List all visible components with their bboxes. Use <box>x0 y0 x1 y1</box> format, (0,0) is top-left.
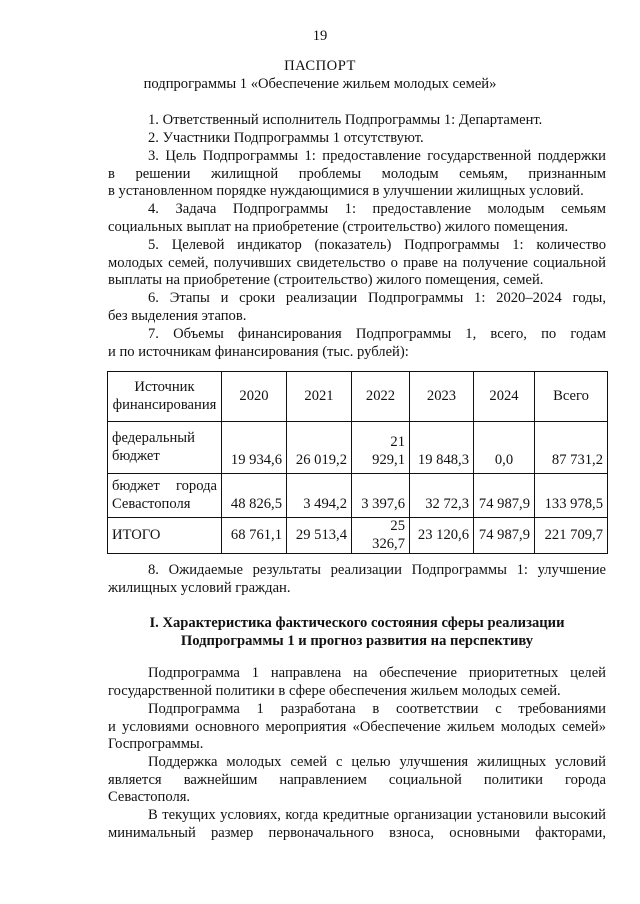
cell-2023: 19 848,3 <box>410 422 474 474</box>
row-source: федеральный бюджет <box>108 422 222 474</box>
item-6-line-1: 6. Этапы и сроки реализации Подпрограммы 1: 2020–2024 годы, <box>148 290 606 306</box>
section-paragraph-2 <box>108 701 606 754</box>
section-paragraph-3-line-1: Поддержка молодых семей с целью улучшения жилищных условий <box>148 754 606 770</box>
header-source: Источник финансирования <box>108 372 222 422</box>
item-5-line-2: молодых семей, получивших свидетельство о праве на получение социальной <box>108 254 606 271</box>
item-6 <box>108 290 606 325</box>
header-2023: 2023 <box>410 372 474 422</box>
item-2-text: 2. Участники Подпрограммы 1 отсутствуют. <box>148 130 424 146</box>
item-8 <box>108 562 606 597</box>
header-2021: 2021 <box>287 372 352 422</box>
item-7-line-2: и по источникам финансирования (тыс. рублей): <box>108 343 409 360</box>
item-2 <box>108 130 606 148</box>
cell-2020: 48 826,5 <box>222 474 287 518</box>
header-2022: 2022 <box>352 372 410 422</box>
cell-total: 221 709,7 <box>535 518 608 554</box>
cell-2022: 25 326,7 <box>352 518 410 554</box>
page-number: 19 <box>312 28 328 44</box>
passport-subtitle: подпрограммы 1 «Обеспечение жильем молодых семей» <box>143 76 497 92</box>
cell-total: 133 978,5 <box>535 474 608 518</box>
item-3-line-2: в решении жилищной проблемы молодым семьям, признанным <box>108 165 606 182</box>
item-4 <box>108 201 606 236</box>
header-total: Всего <box>535 372 608 422</box>
cell-2022: 3 397,6 <box>352 474 410 518</box>
table-row <box>108 422 608 474</box>
item-5-line-3: выплаты на приобретение (строительство) жилого помещения, семей. <box>108 272 544 288</box>
section-paragraph-1-line-2: государственной политики в сфере обеспечения жильем молодых семей. <box>108 682 561 699</box>
section-paragraph-3-line-3: Севастополя. <box>108 789 191 805</box>
cell-2021: 3 494,2 <box>287 474 352 518</box>
item-3-line-3: в установленном порядке нуждающимися в улучшении жилищных условий. <box>108 183 584 199</box>
item-5-line-1: 5. Целевой индикатор (показатель) Подпрограммы 1: количество <box>148 237 606 253</box>
item-7-line-1: 7. Объемы финансирования Подпрограммы 1, всего, по годам <box>148 326 606 342</box>
item-1 <box>108 112 606 130</box>
table-header-row <box>108 372 608 422</box>
cell-2020: 19 934,6 <box>222 422 287 474</box>
section-heading-line-1: I. Характеристика фактического состояния сферы реализации <box>149 615 565 631</box>
header-2020: 2020 <box>222 372 287 422</box>
section-paragraph-2-line-2: и условиями основного мероприятия «Обеспечение жильем молодых семей» <box>108 718 606 735</box>
cell-2020: 68 761,1 <box>222 518 287 554</box>
section-heading <box>108 615 606 650</box>
row-source: ИТОГО <box>108 518 222 554</box>
section-paragraph-3-line-2: является важнейшим направлением социальной политики города <box>108 771 606 788</box>
item-1-text: 1. Ответственный исполнитель Подпрограммы 1: Департамент. <box>148 112 543 128</box>
section-paragraph-2-line-3: Госпрограммы. <box>108 736 204 752</box>
cell-2021: 29 513,4 <box>287 518 352 554</box>
section-paragraph-4 <box>108 807 606 842</box>
item-4-line-2: социальных выплат на приобретение (строительство) жилого помещения. <box>108 218 569 235</box>
section-paragraph-4-line-1: В текущих условиях, когда кредитные организации установили высокий <box>148 807 606 823</box>
cell-2021: 26 019,2 <box>287 422 352 474</box>
passport-title: ПАСПОРТ <box>284 58 356 74</box>
cell-2024: 0,0 <box>474 422 535 474</box>
cell-2024: 74 987,9 <box>474 474 535 518</box>
table-total-row <box>108 518 608 554</box>
financing-table <box>107 371 608 554</box>
section-paragraph-2-line-1: Подпрограмма 1 разработана в соответствии с требованиями <box>148 701 606 717</box>
table-row <box>108 474 608 518</box>
item-4-line-1: 4. Задача Подпрограммы 1: предоставление молодым семьям <box>148 201 606 217</box>
item-3-line-1: 3. Цель Подпрограммы 1: предоставление государственной поддержки <box>148 148 606 164</box>
item-7 <box>108 326 606 361</box>
header-2024: 2024 <box>474 372 535 422</box>
item-8-line-2: жилищных условий граждан. <box>108 579 291 596</box>
item-5 <box>108 237 606 290</box>
section-heading-line-2: Подпрограммы 1 и прогноз развития на перспективу <box>180 632 534 649</box>
cell-total: 87 731,2 <box>535 422 608 474</box>
item-8-line-1: 8. Ожидаемые результаты реализации Подпрограммы 1: улучшение <box>148 562 606 578</box>
section-paragraph-3 <box>108 754 606 807</box>
cell-2024: 74 987,9 <box>474 518 535 554</box>
section-paragraph-1 <box>108 665 606 700</box>
cell-2022: 21 929,1 <box>352 422 410 474</box>
item-3 <box>108 148 606 201</box>
cell-2023: 32 72,3 <box>410 474 474 518</box>
item-6-line-2: без выделения этапов. <box>108 307 247 324</box>
row-source: бюджет города Севастополя <box>108 474 222 518</box>
section-paragraph-4-line-2: минимальный размер первоначального взноса, основными факторами, <box>108 824 606 841</box>
cell-2023: 23 120,6 <box>410 518 474 554</box>
section-paragraph-1-line-1: Подпрограмма 1 направлена на обеспечение приоритетных целей <box>148 665 606 681</box>
